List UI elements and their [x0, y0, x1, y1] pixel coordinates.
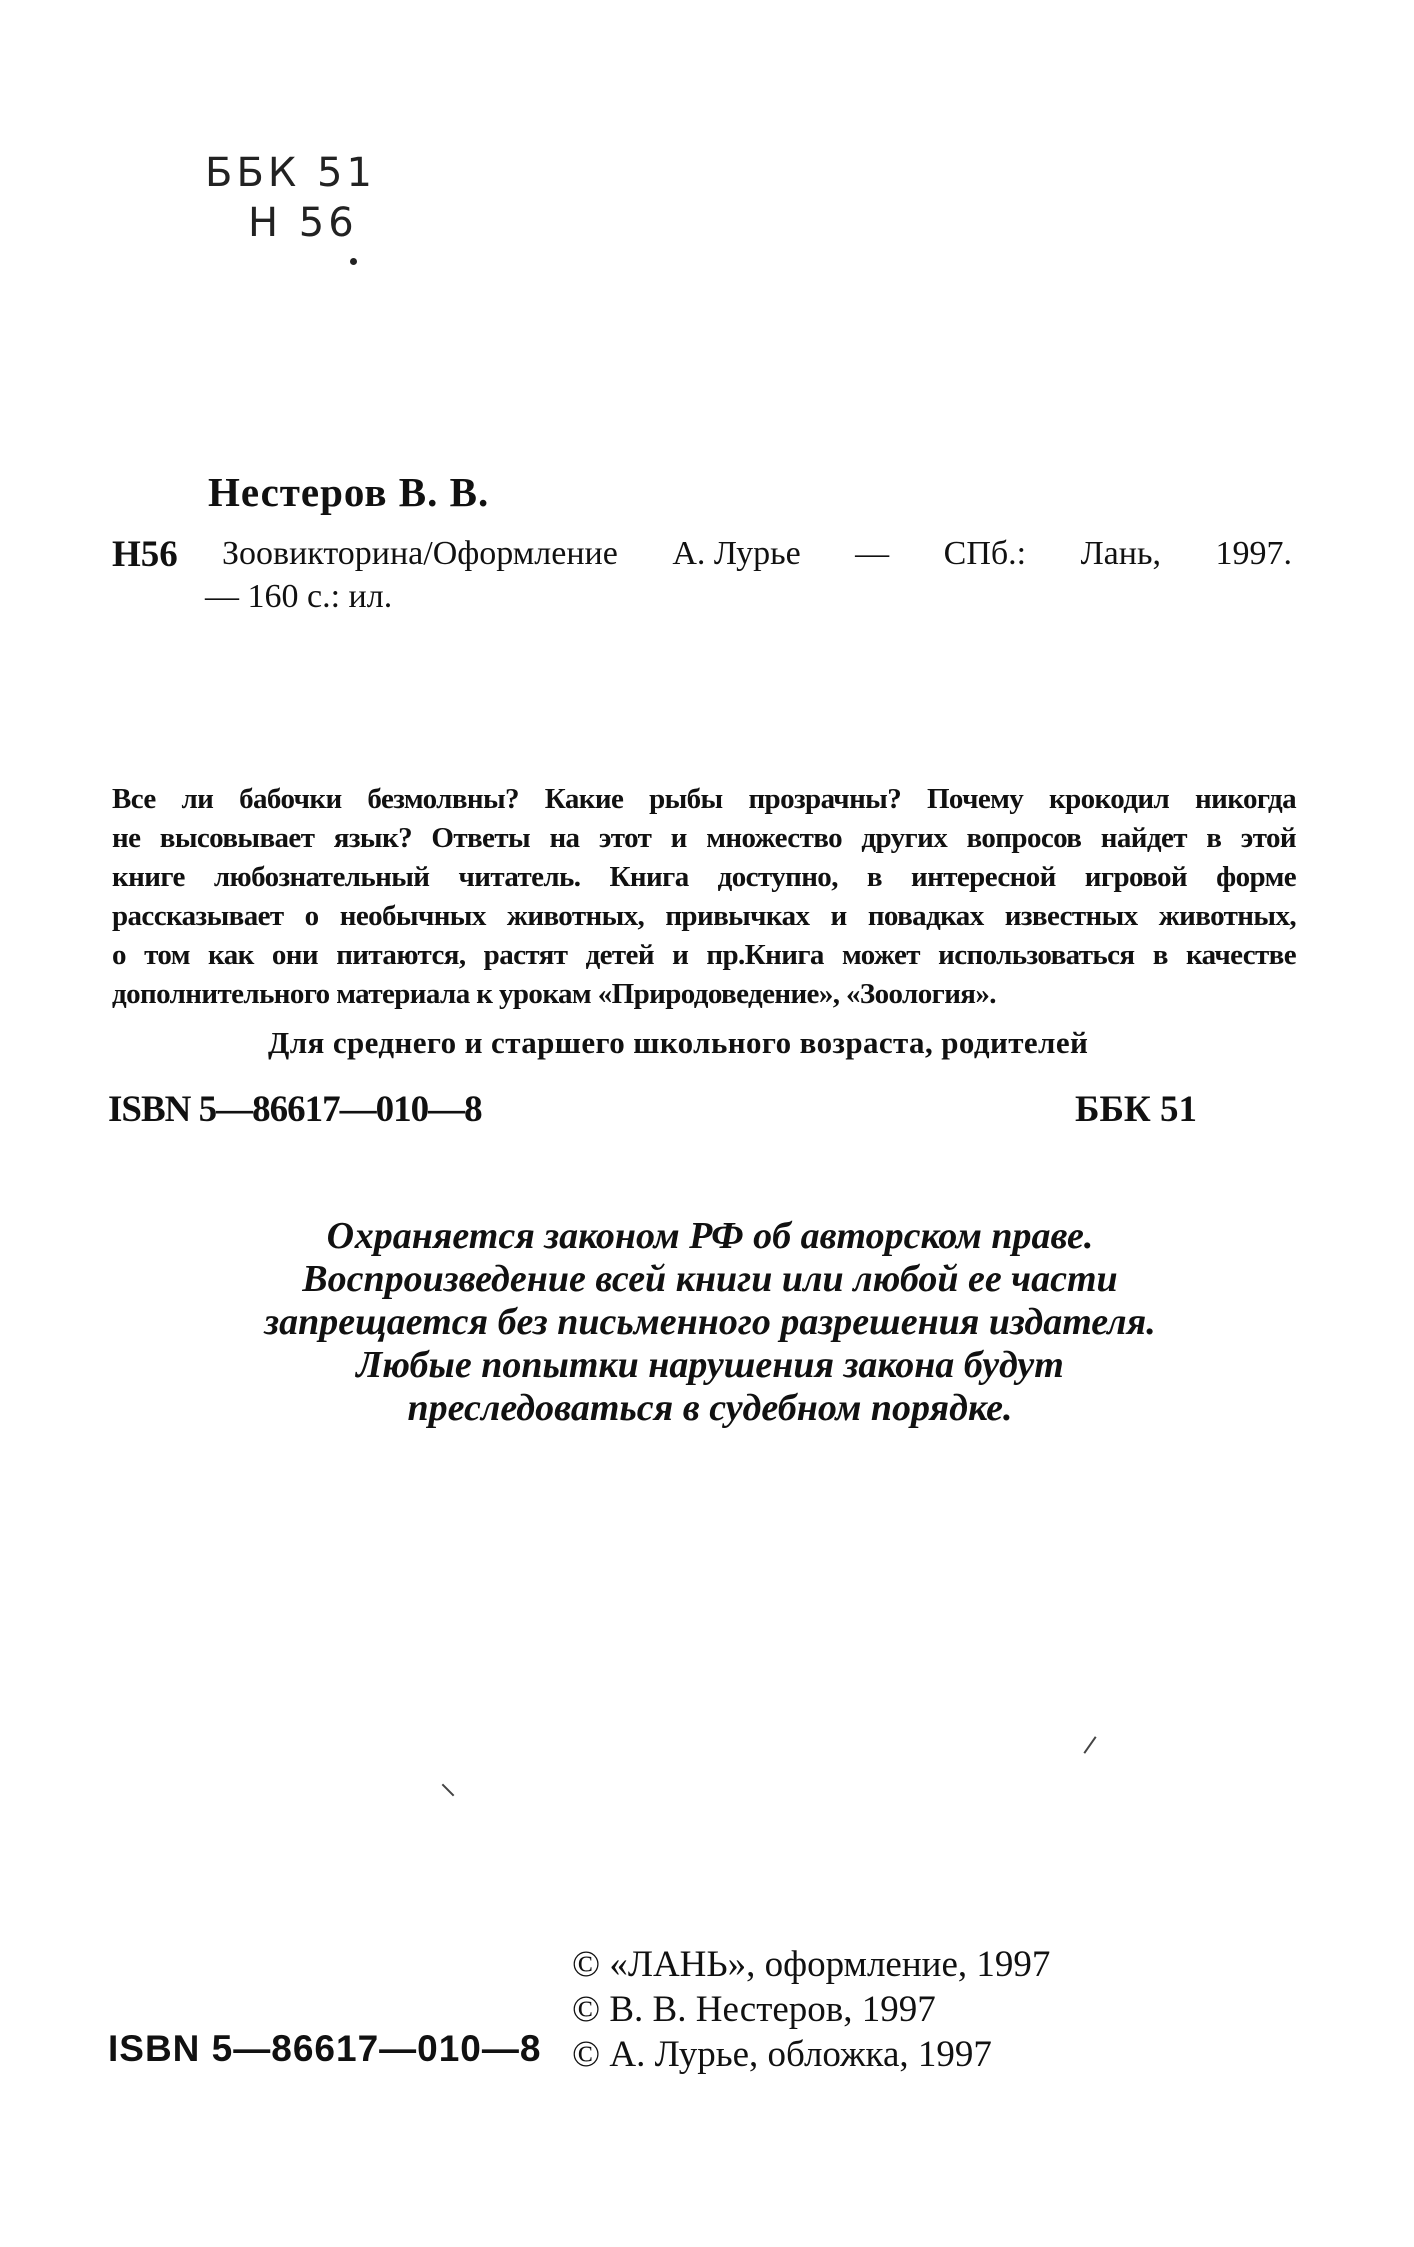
- credits: [572, 1942, 1050, 2077]
- bibliographic-line-1: [222, 535, 1292, 573]
- credit-line: © В. В. Нестеров, 1997: [572, 1989, 936, 2030]
- annotation-line: дополнительного материала к урокам «Природоведение», «Зоология».: [112, 978, 996, 1010]
- isbn-footer: ISBN 5—86617—010—8: [108, 2028, 542, 2069]
- classification-bbk: ББК 51: [205, 150, 376, 196]
- bib-year: 1997.: [1215, 535, 1292, 572]
- isbn-main: ISBN 5—86617—010—8: [108, 1089, 482, 1130]
- dot-mark: [350, 258, 357, 265]
- bib-publisher: Лань,: [1080, 535, 1161, 572]
- annotation-line: о том как они питаются, растят детей и пр.Книга может использоваться в качестве: [112, 939, 1296, 971]
- annotation: [112, 780, 1296, 1014]
- bib-title: Зоовикторина/Оформление: [222, 535, 618, 572]
- catalog-code: Н56: [112, 534, 178, 575]
- stray-mark: [442, 1784, 455, 1797]
- copyright-notice-line: преследоваться в судебном порядке.: [407, 1387, 1013, 1429]
- credit-line: © «ЛАНЬ», оформление, 1997: [572, 1944, 1051, 1985]
- copyright-notice: [150, 1215, 1270, 1430]
- bib-designer: А. Лурье: [672, 535, 801, 572]
- stray-mark: [1083, 1736, 1096, 1754]
- credit-line: © А. Лурье, обложка, 1997: [572, 2034, 992, 2075]
- author-name: Нестеров В. В.: [208, 469, 490, 515]
- audience-note: Для среднего и старшего школьного возраста, родителей: [268, 1025, 1089, 1060]
- bib-dash: —: [855, 535, 890, 572]
- bib-city: СПб.:: [943, 535, 1027, 572]
- copyright-notice-line: Охраняется законом РФ об авторском праве.: [326, 1215, 1094, 1257]
- annotation-line: рассказывает о необычных животных, привычках и повадках известных животных,: [112, 900, 1296, 932]
- annotation-line: Все ли бабочки безмолвны? Какие рыбы прозрачны? Почему крокодил никогда: [112, 783, 1296, 815]
- bibliographic-line-2: — 160 с.: ил.: [205, 578, 393, 615]
- annotation-line: не высовывает язык? Ответы на этот и множество других вопросов найдет в этой: [112, 822, 1296, 854]
- annotation-line: книге любознательный читатель. Книга доступно, в интересной игровой форме: [112, 861, 1296, 893]
- copyright-notice-line: запрещается без письменного разрешения издателя.: [264, 1301, 1156, 1343]
- copyright-notice-line: Воспроизведение всей книги или любой ее части: [302, 1258, 1118, 1300]
- bbk-main: ББК 51: [1075, 1089, 1198, 1130]
- copyright-notice-line: Любые попытки нарушения закона будут: [356, 1344, 1064, 1386]
- classification-code: Н 56: [248, 200, 358, 246]
